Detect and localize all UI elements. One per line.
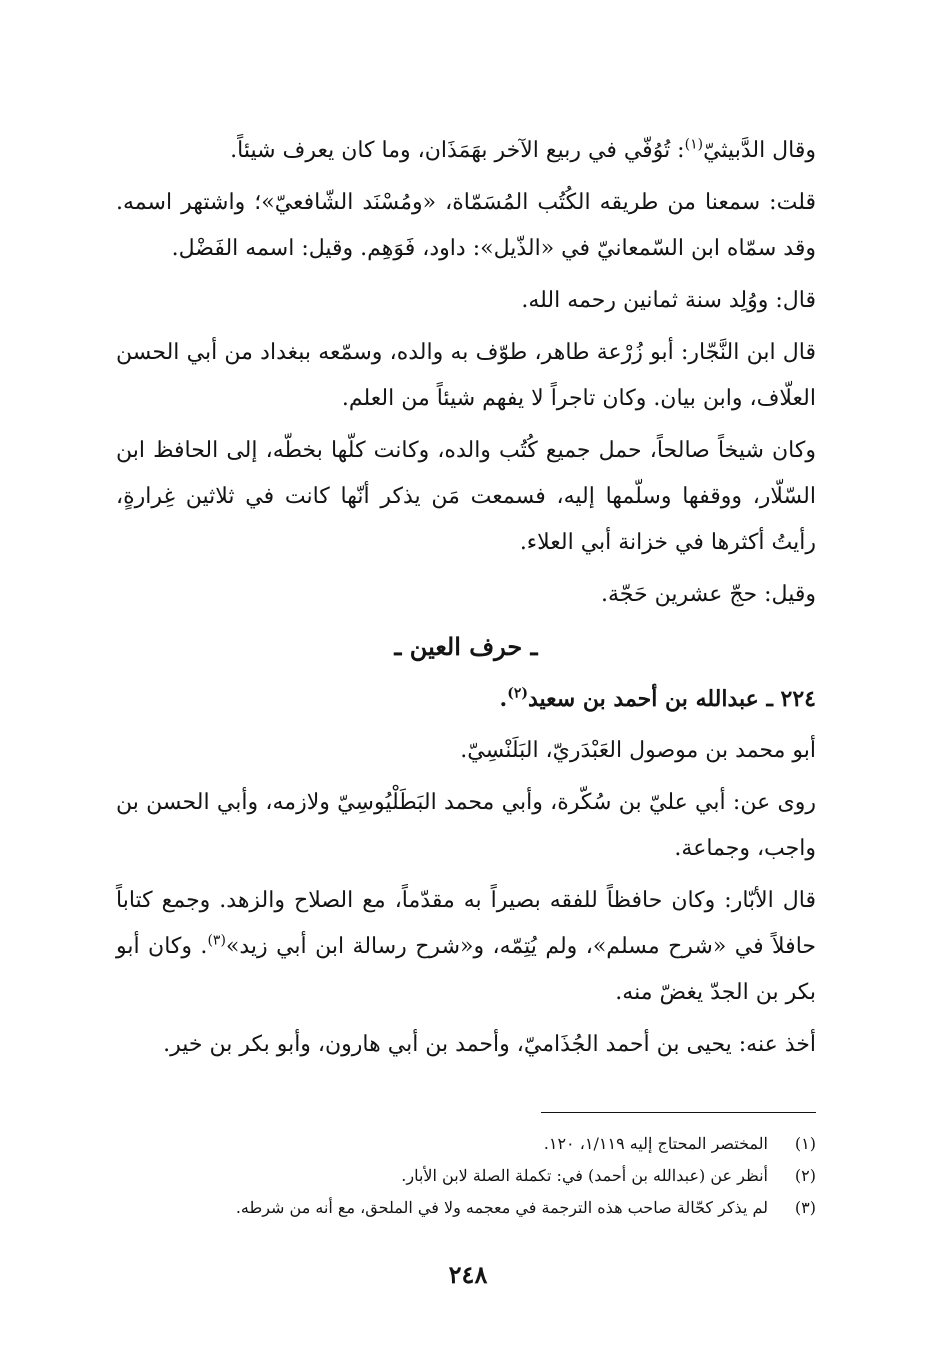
main-text [116, 128, 816, 1074]
footnote-1 [116, 1128, 816, 1160]
footnote-text: المختصر المحتاج إليه ١/١١٩، ١٢٠. [543, 1134, 768, 1153]
footnote-ref-3[interactable]: (٣) [207, 932, 226, 949]
paragraph-students: أخذ عنه: يحيى بن أحمد الجُذَاميّ، وأحمد بن أبي هارون، وأبو بكر بن خير. [163, 1032, 816, 1057]
paragraph-qultu: قلت: سمعنا من طريقه الكُتُب المُسَمّاة، «ومُسْنَد الشّافعيّ»؛ واشتهر اسمه. وقد سمّاه ابن السّمعانيّ في «الذّيل»: داود، فَوَهِم. وقيل: اسمه الفَضْل. [116, 190, 816, 261]
footnote-2 [116, 1160, 816, 1192]
footnote-ref-2[interactable]: (٢) [507, 685, 528, 702]
entry-title: ٢٢٤ ـ عبدالله بن أحمد بن سعيد$^{(٢)}$. [499, 685, 816, 712]
paragraph-ibn-najjar: قال ابن النَّجّار: أبو زُرْعة طاهر، طوّف به والده، وسمّعه ببغداد من أبي الحسن العلّاف، وابن بيان. وكان تاجراً لا يفهم شيئاً من العلم. [116, 340, 816, 411]
footnote-number: (٣) [794, 1198, 816, 1217]
footnote-number: (٢) [794, 1166, 816, 1185]
footnotes [116, 1128, 816, 1224]
footnote-number: (١) [794, 1134, 816, 1153]
paragraph-hajj: وقيل: حجّ عشرين حَجّة. [601, 582, 816, 607]
footnote-ref-1[interactable]: (١) [684, 136, 704, 153]
paragraph-birth: قال: ووُلِد سنة ثمانين رحمه الله. [521, 288, 816, 313]
entry-kunya: أبو محمد بن موصول العَبْدَريّ، البَلَنْسِيّ. [460, 738, 816, 763]
section-heading: ـ حرف العين ـ [394, 632, 538, 661]
footnote-3 [116, 1192, 816, 1224]
page-number: ٢٤٨ [448, 1260, 488, 1289]
paragraph-books: وكان شيخاً صالحاً، حمل جميع كُتُب والده، وكانت كلّها بخطّه، إلى الحافظ ابن السّلّار، ووقفها وسلّمها إليه، فسمعت مَن يذكر أنّها كانت في ثلاثين غِرارةٍ، رأيتُ أكثرها في خزانة أبي العلاء. [116, 438, 816, 555]
footnote-text: لم يذكر كحّالة صاحب هذه الترجمة في معجمه ولا في الملحق، مع أنه من شرطه. [235, 1198, 768, 1217]
paragraph-narrated: روى عن: أبي عليّ بن سُكّرة، وأبي محمد البَطَلْيُوسِيّ ولازمه، وأبي الحسن بن واجب، وجماعة. [116, 790, 816, 861]
paragraph-abbar: قال الأبّار: وكان حافظاً للفقه بصيراً به مقدّماً، مع الصلاح والزهد. وجمع كتاباً حافلاً في «شرح مسلم»، ولم يُتِمّه، و«شرح رسالة ابن أبي زيد»$^{(٣)}$. وكان أبو بكر بن الجدّ يغضّ منه. [116, 888, 816, 1005]
paragraph-dubaythi: وقال الدَّبيثيّ$^{(١)}$: تُوُفّي في ربيع الآخر بهَمَذَان، وما كان يعرف شيئاً. [230, 136, 816, 163]
footnote-divider [541, 1112, 816, 1113]
footnote-text: أنظر عن (عبدالله بن أحمد) في: تكملة الصلة لابن الأبار. [401, 1166, 768, 1185]
